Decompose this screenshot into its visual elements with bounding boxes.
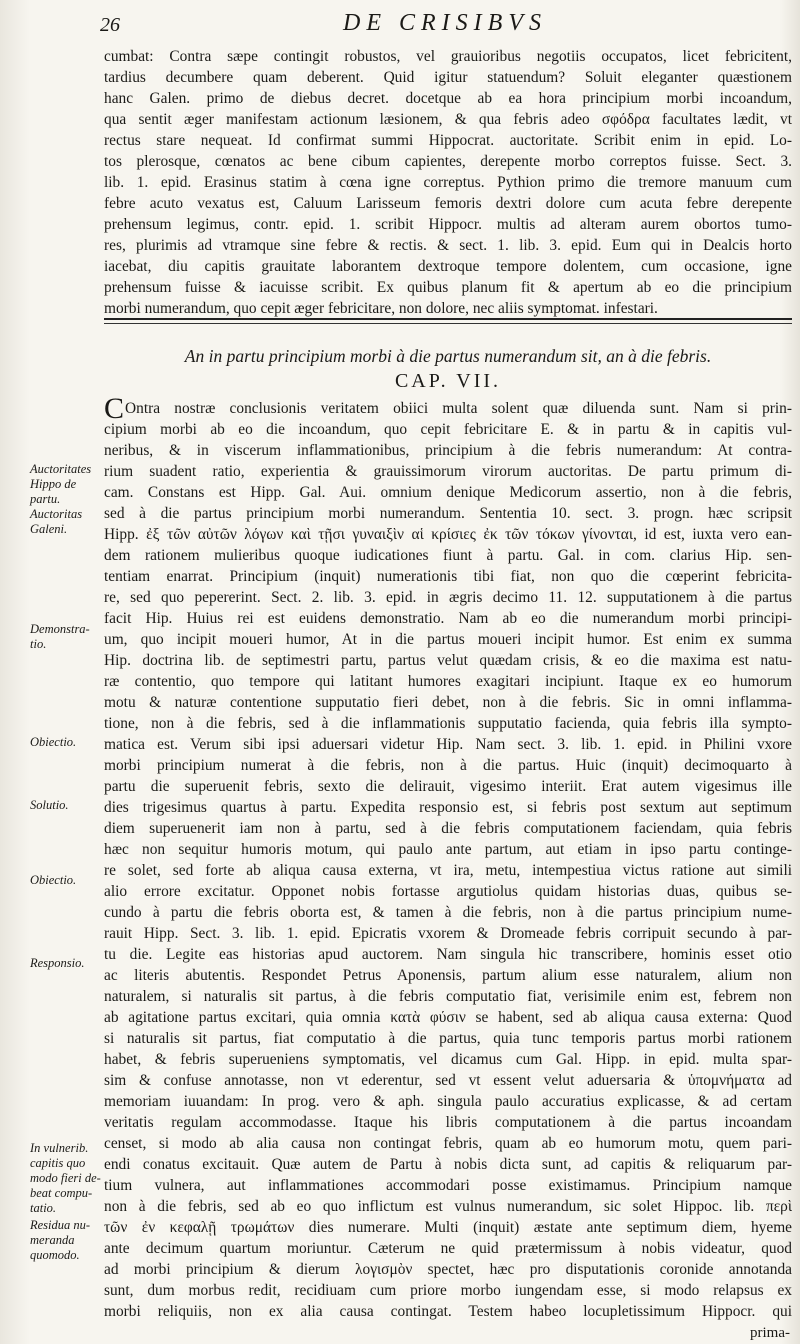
text-line: endi conatus excitauit. Quæ autem de Partu à nobis dicta sunt, ad capitis & reliquarum par- bbox=[104, 1156, 792, 1173]
margin-note-line: quomodo. bbox=[30, 1248, 80, 1262]
text-line: um, quo incipit moueri humor, At in die partus moueri incipit humor. Est enim ex summa bbox=[104, 631, 792, 648]
margin-note-line: Auctoritas bbox=[30, 507, 83, 521]
text-line: tu die. Legite eas historias apud auctorem. Nam singula hic transcribere, hominis esset otio bbox=[104, 946, 792, 963]
text-line: Hip. doctrina lib. de septimestri partu, partus velut quædam crisis, & eo die maxima est natu- bbox=[104, 652, 792, 669]
text-line: morbi numerandum, quo cepit æger febricitare, non dolore, nec aliis symptomat. infestari. bbox=[104, 300, 658, 317]
text-line: rauit Hipp. Sect. 3. lib. 1. epid. Epicratis vxorem & Dromeade febris corripuit secundo à par- bbox=[104, 925, 792, 942]
text-line: morbi principium numerat à die febris, non à die partus. Huic (inquit) decimoquarto à bbox=[104, 757, 792, 774]
margin-note-line: Obiectio. bbox=[30, 735, 77, 749]
text-line: diem superuenerit iam non à partu, sed à die febris computationem faciendam, quia febris bbox=[104, 820, 792, 837]
text-line: cipium morbi ab eo die incoandum, quo cepit febricitare E. & in partu & in capitis vul- bbox=[104, 421, 792, 438]
margin-note-line: tatio. bbox=[30, 1201, 57, 1215]
text-line: sunt, dum morbus redit, recidiuam cum priore morbo iungendam esse, si modo relapsus ex bbox=[104, 1282, 792, 1299]
preceding-paragraph bbox=[104, 46, 792, 319]
margin-note-line: modo fieri de- bbox=[30, 1171, 101, 1185]
page-number: 26 bbox=[100, 14, 120, 36]
page-header bbox=[100, 8, 790, 44]
text-line: hanc Galen. primo de diebus decret. docetque ab ea hora principium morbi incoandum, bbox=[104, 90, 792, 107]
margin-note-line: Hippo de bbox=[30, 477, 77, 491]
catchword: prima- bbox=[750, 1325, 790, 1341]
text-line: tium vulnera, aut inflammationes accommodari posse existimamus. Principium namque bbox=[104, 1177, 792, 1194]
text-line: prehensum legimus, contr. epid. 1. scribit Hippocr. multis ad alteram aurem obortos tumo- bbox=[104, 216, 792, 233]
text-line-content: Ontra nostræ conclusionis veritatem obiici multa solent quæ diluenda sunt. Nam si prin- bbox=[125, 400, 792, 417]
margin-note-line: Demonstra- bbox=[30, 622, 90, 636]
margin-note-line: Obiectio. bbox=[30, 873, 77, 887]
margin-note-auctoritates bbox=[30, 462, 106, 537]
margin-note-line: partu. bbox=[30, 492, 61, 506]
text-line: sim & confuse annotasse, non vt ederentur, sed vt essent velut aduersaria & ὑπομνήματα ad bbox=[104, 1072, 792, 1089]
text-line: cam. Constans est Hipp. Gal. Aui. omnium denique Medicorum assertio, non à die febris, bbox=[104, 484, 792, 501]
text-line: Hipp. ἐξ τῶν αὐτῶν λόγων καὶ τῇσι γυναιξὶν αἱ κρίσιες ἐκ τῶν τόκων γίνονται, id est, iuxta vero ean- bbox=[104, 526, 792, 543]
text-line: ab agitatione partus excitari, quia omnia κατὰ φύσιν se habent, sed ab aliqua causa externa: Quod bbox=[104, 1009, 792, 1026]
text-line: re, sed quo pepererint. Sect. 2. lib. 3. epid. in ægris decimo 11. 12. supputationem à die partus bbox=[104, 589, 792, 606]
text-line: sed à die partus principium morbi numerandum. Sententia 10. sect. 3. progn. hæc scripsit bbox=[104, 505, 792, 522]
text-line: ad morbi principium & dierum λογισμὸν spectet, hæc pro disputationis coronide annotanda bbox=[104, 1261, 792, 1278]
margin-note-line: Solutio. bbox=[30, 798, 69, 812]
text-line: cundo à partu die febris oborta est, & tamen à die febris, non à die partus principium nume- bbox=[104, 904, 792, 921]
margin-note-line: meranda bbox=[30, 1233, 75, 1247]
text-line: dem rationem mulieribus quoque iudicationes fiunt à partu. Gal. in com. clarius Hip. sen- bbox=[104, 547, 792, 564]
text-line: ac literis abutentis. Respondet Petrus Aponensis, partum alium esse naturalem, alium non bbox=[104, 967, 792, 984]
text-line: ante decimum quartum moriuntur. Cæterum ne quid prætermissum à nobis videatur, quod bbox=[104, 1240, 792, 1257]
text-line: si naturalis sit partus, fiat computatio à die partus, quia tunc temporis partus morbi rationem bbox=[104, 1030, 792, 1047]
text-line: cumbat: Contra sæpe contingit robustos, vel grauioribus negotiis occupatos, licet febricitent, bbox=[104, 48, 792, 65]
text-line: naturalem, si naturalis sit partus, à die febris computatio fiat, verisimile enim est, febrem non bbox=[104, 988, 792, 1005]
text-line: memoriam iuuandam: In prog. vero & aph. singula paulo accuratius explicasse, & ad certam bbox=[104, 1093, 792, 1110]
text-line: neribus, & in viscerum inflammationibus, principium à die febris numerandum: At contra- bbox=[104, 442, 792, 459]
text-line: motu & naturæ contentione supputatio fieri debet, non à die febris. Sic in omni inflamma- bbox=[104, 694, 792, 711]
chapter-heading: An in partu principium morbi à die partus numerandum sit, an à die febris. bbox=[184, 346, 712, 366]
text-line: veritatis regulam accommodasse. Itaque his libris computationem à die partus incoandam bbox=[104, 1114, 792, 1131]
chapter-text bbox=[104, 398, 792, 1322]
text-line: tos plerosque, cœnatos ac bene cibum capientes, derepente morbo correptos fuisse. Sect. 3. bbox=[104, 153, 792, 170]
chapter-label: CAP. VII. bbox=[394, 370, 502, 392]
text-line: matica est. Verum sibi ipsi aduersari videtur Hip. Nam sect. 3. lib. 1. epid. in Philini vxore bbox=[104, 736, 792, 753]
text-line: ræ contentio, quo tempore qui latitant humores exagitari incipiunt. Itaque ex eo humorum bbox=[104, 673, 792, 690]
text-line: re solet, sed forte ab aliqua causa externa, vt ira, metu, intempestiua victus ratione aut simili bbox=[104, 862, 792, 879]
text-line: facit Hip. Huius rei est euidens demonstratio. Nam ab eo die numerandum morbi principi- bbox=[104, 610, 792, 627]
text-line: partu die superuenit febris, sexto die delirauit, vigesimo interiit. Erat autem vigesimus ille bbox=[104, 778, 792, 795]
text-line: tardius decumbere quam deberent. Quid igitur statuendum? Soluit eleganter quæstionem bbox=[104, 69, 792, 86]
margin-note-line: Responsio. bbox=[30, 956, 85, 970]
margin-note-line: Auctoritates bbox=[30, 462, 92, 476]
margin-note-line: Galeni. bbox=[30, 522, 68, 536]
text-line: qua sentit æger manifestam actionum læsionem, & qua febris adeo σφόδρα facultates lædit, vt bbox=[104, 111, 792, 128]
text-line: res, plurimis ad vtramque sine febre & rectis. & sect. 1. lib. 3. epid. Eum qui in Dealcis horto bbox=[104, 237, 792, 254]
margin-note-residua bbox=[30, 1218, 106, 1263]
margin-note-obiectio-1 bbox=[30, 735, 106, 750]
text-line: τῶν ἐν κεφαλῇ τρωμάτων dies numerare. Multi (inquit) æstate ante septimum diem, hyeme bbox=[104, 1219, 792, 1236]
margin-note-line: In vulnerib. bbox=[30, 1141, 89, 1155]
text-line: alio errore excitatur. Opponet nobis fortasse argutiolus quidam historias duas, quibus se- bbox=[104, 883, 792, 900]
margin-note-line: capitis quo bbox=[30, 1156, 86, 1170]
margin-note-line: beat compu- bbox=[30, 1186, 93, 1200]
text-line: non à die febris, sed ab eo quo inflictum est vulnus numerandum, sic solet Hippoc. lib. περὶ bbox=[104, 1198, 792, 1215]
margin-note-line: Residua nu- bbox=[30, 1218, 91, 1232]
running-title: DE CRISIBVS bbox=[343, 10, 547, 36]
margin-note-demonstratio bbox=[30, 622, 106, 652]
text-line: habet, & febris superueniens symptomatis, vel dicamus cum Gal. Hipp. in epid. multa spar- bbox=[104, 1051, 792, 1068]
margin-note-line: tio. bbox=[30, 637, 47, 651]
text-line bbox=[104, 398, 792, 419]
margin-note-solutio bbox=[30, 798, 106, 813]
text-line: censet, si modo ab alia causa non contingat febris, quam ab eo humorum motu, quem pari- bbox=[104, 1135, 792, 1152]
margin-note-vulneribus bbox=[30, 1141, 106, 1216]
text-line: febre acuto vexatus est, Caluum Larisseum femoris dextri dolore cum acuta febre derepente bbox=[104, 195, 792, 212]
text-line: dies trigesimus quartus à partu. Expedita responsio est, si febris post sextum aut septimum bbox=[104, 799, 792, 816]
text-line: tione, non à die febris, sed à die inflammationis supputatio facienda, quia febris illa sympto- bbox=[104, 715, 792, 732]
drop-cap: C bbox=[104, 398, 125, 419]
section-divider bbox=[104, 318, 792, 320]
text-line: morbi reliquiis, non ex alia causa contingat. Testem habeo locupletissimum Hippocr. qui bbox=[104, 1303, 792, 1320]
margin-note-obiectio-2 bbox=[30, 873, 106, 888]
text-line: iacebat, diu capitis grauitate laborantem dextroque tempore dolentem, cum occasione, igne bbox=[104, 258, 792, 275]
text-line: hæc non sequitur humoris motum, qui paulo ante partum, aut etiam in ipso partu continge- bbox=[104, 841, 792, 858]
margin-note-responsio bbox=[30, 956, 106, 971]
text-line: tentiam enarrat. Principium (inquit) numerationis tibi fiat, non quo die cœperint febricita- bbox=[104, 568, 792, 585]
text-line: rectus stare nequeat. Id confirmat summi Hippocrat. auctoritate. Scribit enim in epid. Lo- bbox=[104, 132, 792, 149]
text-line: prehensum fuisse & iacuisse scribit. Ex quibus planum fit & apertum ab eo die principium bbox=[104, 279, 792, 296]
text-line: lib. 1. epid. Erasinus statim à cœna igne correptus. Pythion primo die tremore manuum cum bbox=[104, 174, 792, 191]
text-line: rium suadent ratio, experientia & grauissimorum virorum auctoritas. De partu primum di- bbox=[104, 463, 792, 480]
